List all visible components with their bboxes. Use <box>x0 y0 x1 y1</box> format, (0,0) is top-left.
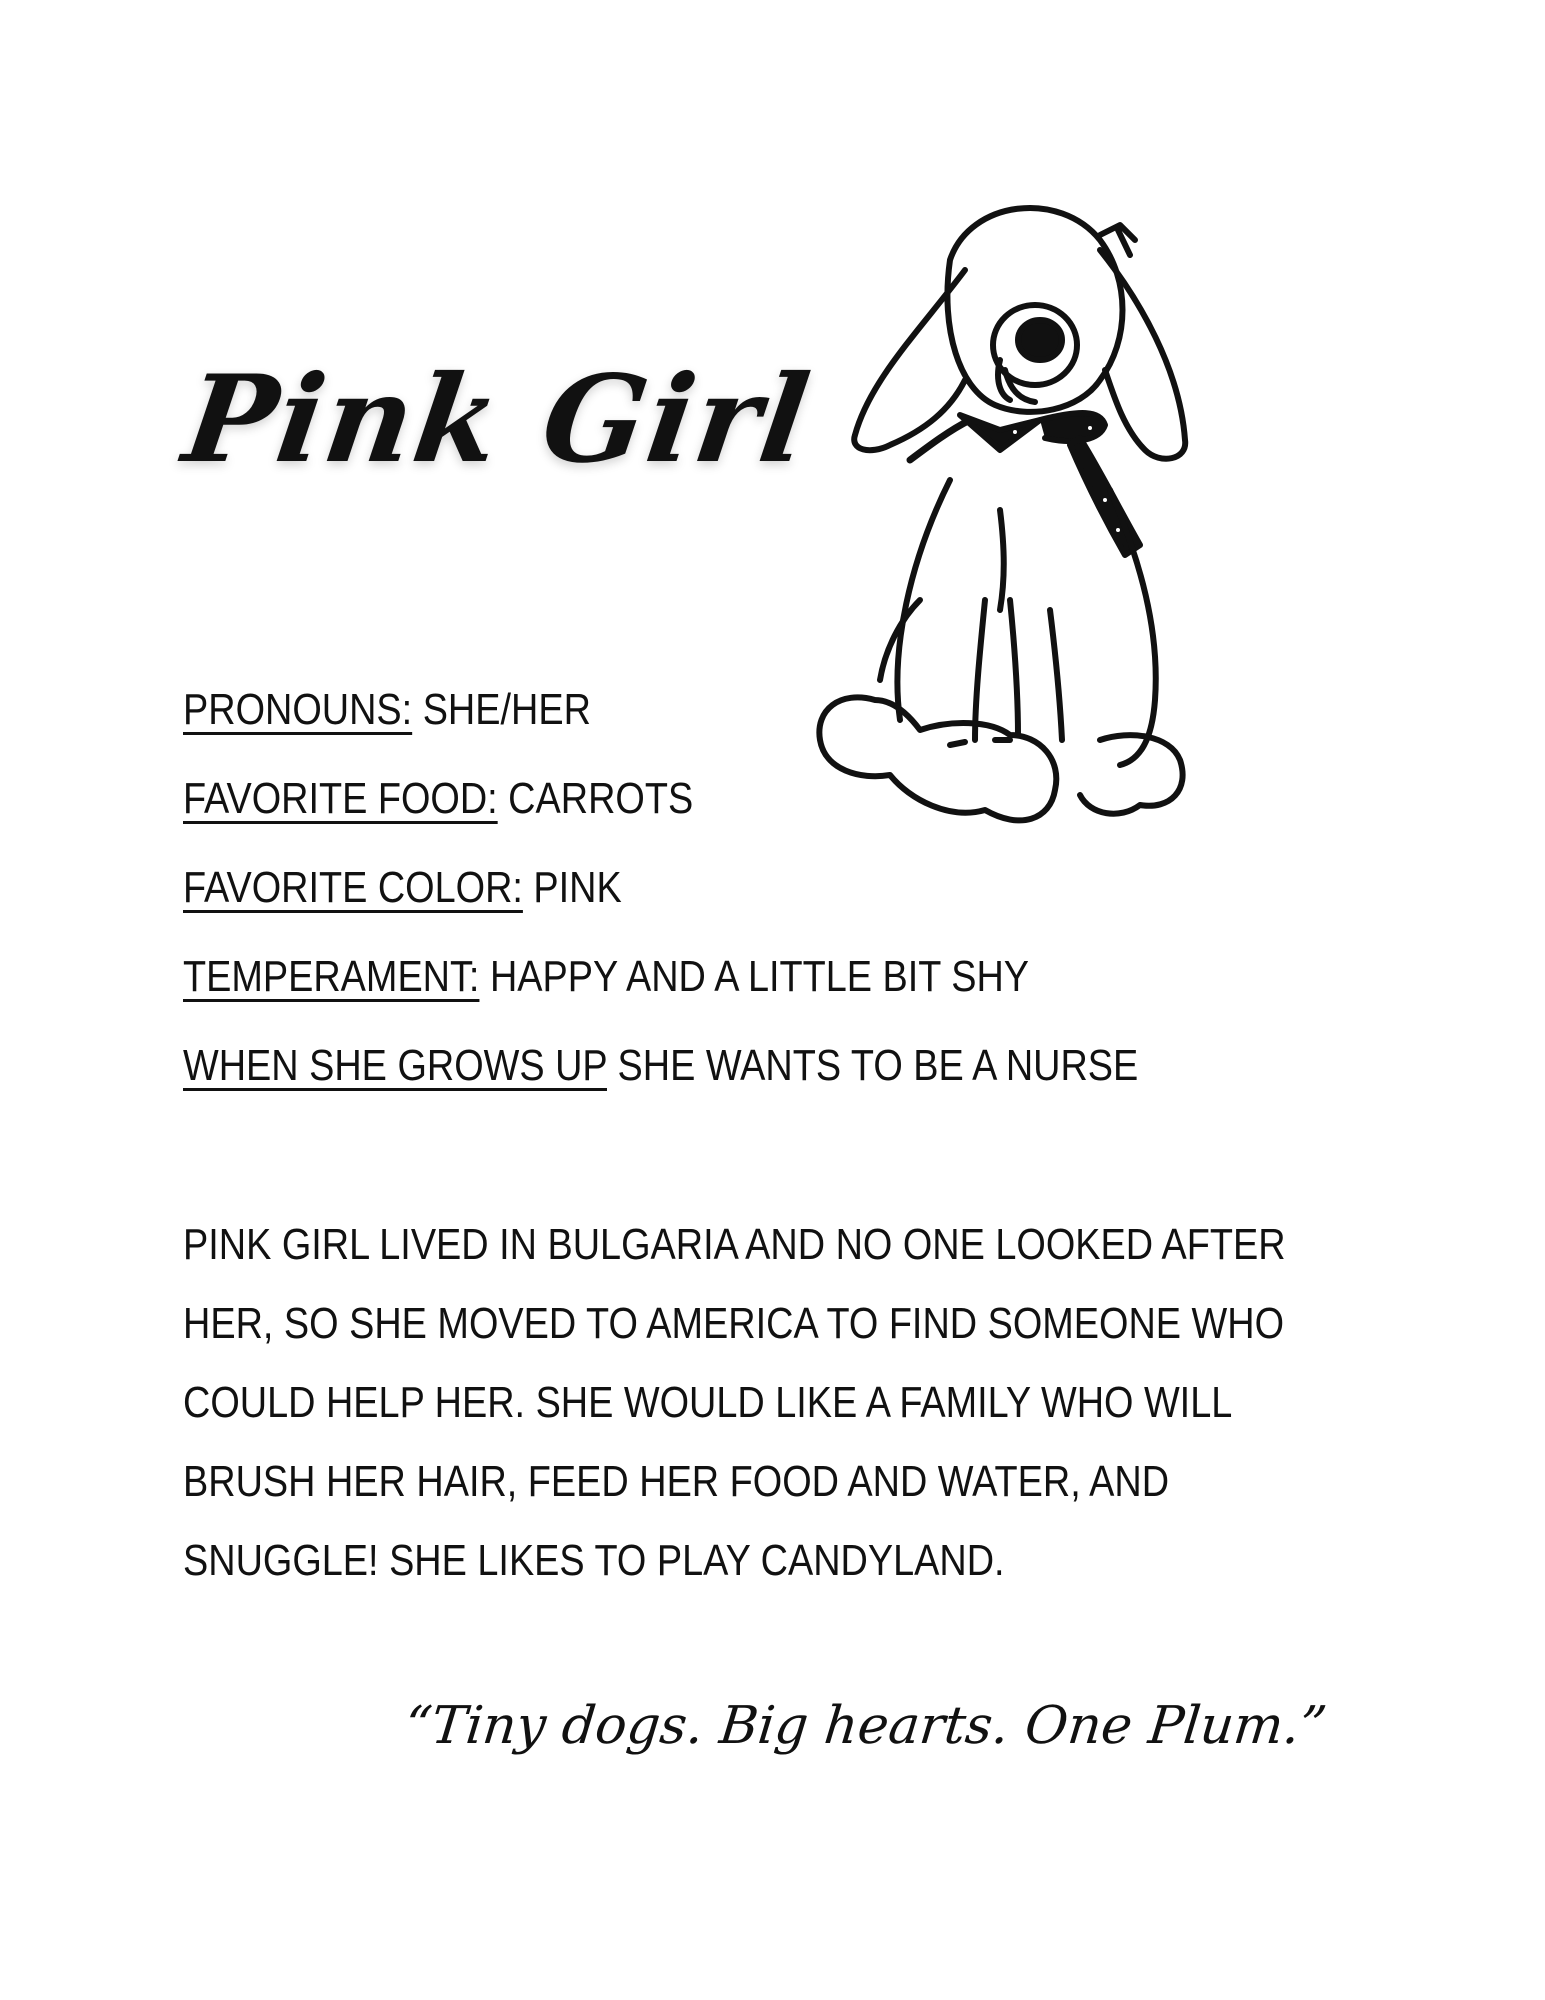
page-title: Pink Girl <box>176 349 819 490</box>
fact-label: FAVORITE FOOD: <box>183 774 498 823</box>
fact-label: TEMPERAMENT: <box>183 952 480 1001</box>
motto-quote: “Tiny dogs. Big hearts. One Plum.” <box>401 1696 1330 1756</box>
fact-label: WHEN SHE GROWS UP <box>183 1041 607 1090</box>
fact-value: SHE WANTS TO BE A NURSE <box>606 1041 1139 1090</box>
fact-value: PINK <box>522 863 622 912</box>
fact-label: PRONOUNS: <box>183 685 413 734</box>
fact-label: FAVORITE COLOR: <box>183 863 523 912</box>
story-line: SNUGGLE! SHE LIKES TO PLAY CANDYLAND. <box>183 1536 1005 1585</box>
story-line: COULD HELP HER. SHE WOULD LIKE A FAMILY WHO WILL <box>183 1378 1233 1427</box>
story-paragraph <box>183 1205 1363 1600</box>
profile-facts <box>183 680 1283 1125</box>
fact-value: SHE/HER <box>412 685 591 734</box>
story-line: HER, SO SHE MOVED TO AMERICA TO FIND SOMEONE WHO <box>183 1299 1285 1348</box>
fact-when-she-grows-up <box>183 1036 1139 1125</box>
fact-value: CARROTS <box>497 774 694 823</box>
story-line: PINK GIRL LIVED IN BULGARIA AND NO ONE LOOKED AFTER <box>183 1220 1286 1269</box>
fact-pronouns <box>183 680 1129 769</box>
fact-favorite-food <box>183 769 1129 858</box>
fact-value: HAPPY AND A LITTLE BIT SHY <box>479 952 1030 1001</box>
story-line: BRUSH HER HAIR, FEED HER FOOD AND WATER, AND <box>183 1457 1170 1506</box>
fact-favorite-color <box>183 858 1129 947</box>
fact-temperament <box>183 947 1129 1036</box>
